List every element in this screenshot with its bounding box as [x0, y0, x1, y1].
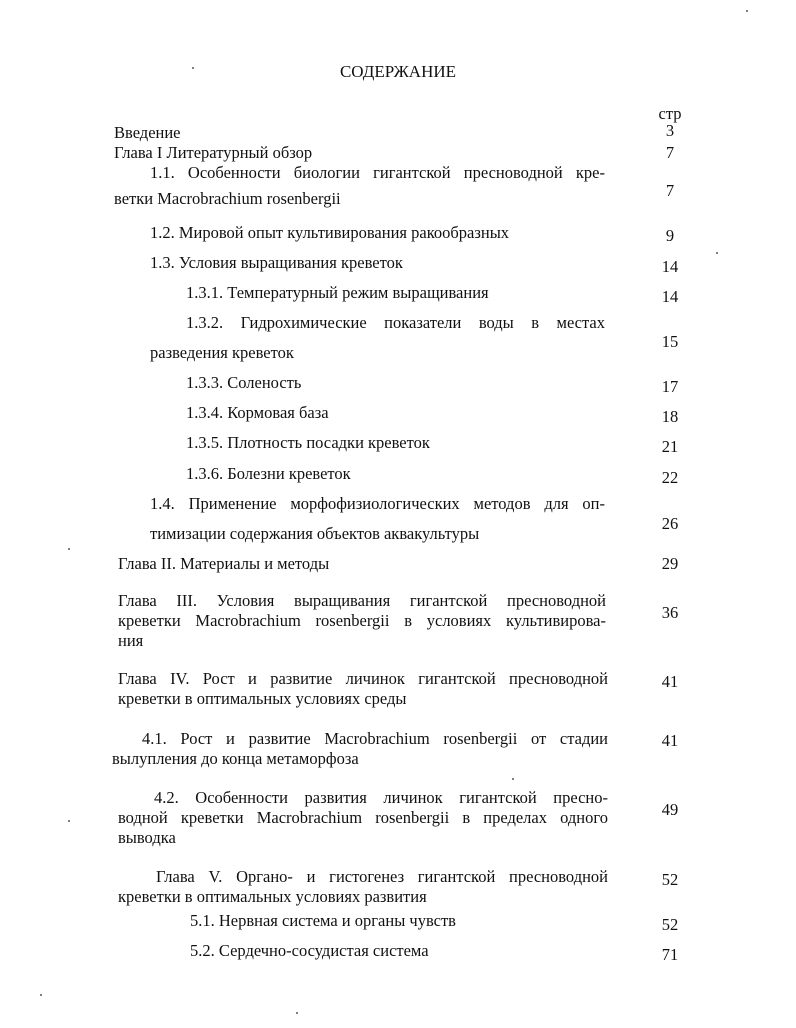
toc-entry-text: водной креветки Macrobrachium rosenbergii в пределах одного: [118, 808, 608, 827]
page-column-label: стр: [658, 104, 682, 123]
toc-entry-page: 17: [661, 377, 679, 396]
toc-entry-page: 3: [665, 121, 675, 140]
toc-entry-page: 7: [665, 143, 675, 162]
scan-speck: [296, 1012, 298, 1014]
toc-entry-text: выводка: [118, 828, 176, 847]
toc-entry-text: 1.3.5. Плотность посадки креветок: [186, 433, 430, 452]
scan-speck: [746, 10, 748, 12]
toc-entry-text: 5.2. Сердечно-сосудистая система: [190, 941, 429, 960]
toc-entry-page: 41: [661, 672, 679, 691]
toc-entry-text: 1.4. Применение морфофизиологических методов для оп-: [150, 494, 605, 513]
toc-entry-text: 1.2. Мировой опыт культивирования ракообразных: [150, 223, 510, 242]
toc-entry-text: креветки в оптимальных условиях развития: [118, 887, 427, 906]
toc-entry-text: 4.1. Рост и развитие Macrobrachium rosenbergii от стадии: [142, 729, 608, 748]
toc-entry-page: 36: [661, 603, 679, 622]
toc-entry-text: 1.3. Условия выращивания креветок: [150, 253, 403, 272]
toc-entry-page: 41: [661, 731, 679, 750]
toc-entry-page: 71: [661, 945, 679, 964]
toc-entry-text: 1.3.3. Соленость: [186, 373, 302, 392]
scan-speck: [40, 994, 42, 996]
scan-speck: [512, 778, 514, 780]
toc-entry-text: вылупления до конца метаморфоза: [112, 749, 359, 768]
toc-entry-page: 26: [661, 514, 679, 533]
scan-speck: [68, 820, 70, 822]
toc-entry-text: 4.2. Особенности развития личинок гигантской пресно-: [154, 788, 608, 807]
toc-entry-text: разведения креветок: [150, 343, 294, 362]
toc-entry-text: Глава IV. Рост и развитие личинок гигантской пресноводной: [118, 669, 608, 688]
toc-entry-page: 14: [661, 257, 679, 276]
toc-entry-text: креветки в оптимальных условиях среды: [118, 689, 407, 708]
scan-speck: [68, 548, 70, 550]
toc-entry-text: 1.1. Особенности биологии гигантской пресноводной кре-: [150, 163, 605, 182]
toc-entry-page: 29: [661, 554, 679, 573]
toc-entry-text: ния: [118, 631, 144, 650]
toc-entry-page: 7: [665, 181, 675, 200]
toc-entry-text: Глава II. Материалы и методы: [118, 554, 330, 573]
toc-entry-page: 18: [661, 407, 679, 426]
toc-entry-text: креветки Macrobrachium rosenbergii в условиях культивирова-: [118, 611, 606, 630]
toc-entry-page: 22: [661, 468, 679, 487]
scan-speck: [716, 252, 718, 254]
toc-entry-text: Глава III. Условия выращивания гигантской пресноводной: [118, 591, 606, 610]
toc-entry-text: 5.1. Нервная система и органы чувств: [190, 911, 456, 930]
toc-entry-text: 1.3.6. Болезни креветок: [186, 464, 351, 483]
toc-entry-page: 21: [661, 437, 679, 456]
toc-entry-text: 1.3.1. Температурный режим выращивания: [186, 283, 489, 302]
toc-entry-page: 52: [661, 915, 679, 934]
toc-entry-page: 14: [661, 287, 679, 306]
toc-entry-text: ветки Macrobrachium rosenbergii: [114, 189, 341, 208]
scan-speck: [192, 67, 194, 69]
toc-entry-text: Глава I Литературный обзор: [114, 143, 313, 162]
toc-entry-text: тимизации содержания объектов аквакультуры: [150, 524, 480, 543]
toc-entry-text: Введение: [114, 123, 181, 142]
toc-entry-page: 49: [661, 800, 679, 819]
toc-entry-page: 15: [661, 332, 679, 351]
toc-entry-page: 9: [665, 226, 675, 245]
page-title: СОДЕРЖАНИЕ: [339, 62, 457, 81]
toc-entry-text: 1.3.4. Кормовая база: [186, 403, 329, 422]
toc-entry-text: Глава V. Органо- и гистогенез гигантской пресноводной: [156, 867, 608, 886]
toc-entry-text: 1.3.2. Гидрохимические показатели воды в местах: [186, 313, 605, 332]
toc-entry-page: 52: [661, 870, 679, 889]
